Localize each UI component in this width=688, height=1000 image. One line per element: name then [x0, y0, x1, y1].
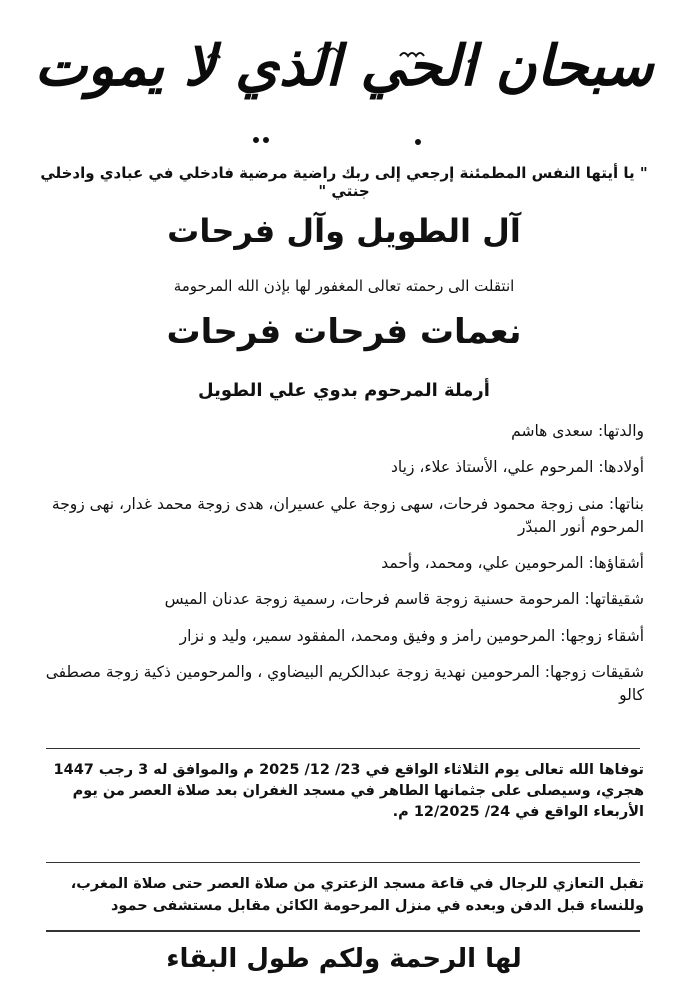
- relative-value: منى زوجة محمود فرحات، سهى زوجة علي عسيران، هدى زوجة محمد غدار، نهى زوجة المرحوم أنور المبدّر: [51, 494, 644, 536]
- widow-of: أرملة المرحوم بدوي علي الطويل: [198, 380, 490, 401]
- divider-line: [46, 930, 640, 932]
- closing-phrase: لها الرحمة ولكم طول البقاء: [166, 944, 522, 974]
- relative-row-sons: [42, 456, 644, 479]
- divider-line: [46, 748, 640, 749]
- funeral-info: توفاها الله تعالى يوم الثلاثاء الواقع في 23/ 12/ 2025 م والموافق له 3 رجب 1447 هجري، وسيصلى على جثمانها الطاهر في مسجد الغفران بعد صلاة العصر من يوم الأربعاء الواقع في 24/ 12/2025 م.: [53, 762, 644, 821]
- relative-value: المرحومين علي، ومحمد، وأحمد: [381, 554, 584, 572]
- relative-label: شقيقات زوجها:: [544, 662, 644, 681]
- condolence-info: تقبل التعازي للرجال في قاعة مسجد الزعتري من صلاة العصر حتى صلاة المغرب، وللنساء قبل الدفن وبعده في منزل المرحومة الكائن مقابل مستشفى حمود: [70, 876, 644, 914]
- relative-label: شقيقاتها:: [584, 590, 644, 609]
- relative-label: أشقاء زوجها:: [560, 626, 644, 645]
- relative-row-sisters: [42, 588, 644, 611]
- quran-verse: " يا أيتها النفس المطمئنة إرجعي إلى ربك راضية مرضية فادخلي في عبادي وادخلي جنتي ": [40, 164, 648, 200]
- relative-row-husband-sisters: [42, 661, 644, 708]
- relative-value: المرحوم علي، الأستاذ علاء، زياد: [391, 458, 594, 477]
- relative-value: سعدى هاشم: [511, 422, 593, 440]
- divider-line: [46, 862, 640, 863]
- relative-row-mother: [42, 420, 644, 443]
- relative-label: والدتها:: [597, 422, 644, 440]
- families-heading: آل الطويل وآل فرحات: [167, 212, 521, 250]
- relative-label: أولادها:: [598, 458, 644, 477]
- relative-row-brothers: [42, 552, 644, 575]
- intro-text: انتقلت الى رحمته تعالى المغفور لها بإذن الله المرحومة: [173, 277, 515, 295]
- relative-value: المرحومين نهدية زوجة عبدالكريم البيضاوي ، والمرحومين ذكية زوجة مصطفى كالو: [45, 662, 644, 704]
- relative-row-husband-brothers: [42, 625, 644, 648]
- relative-row-daughters: [42, 493, 644, 540]
- relative-value: المرحومين رامز و وفيق ومحمد، المفقود سمير، وليد و نزار: [179, 626, 556, 645]
- calligraphy-title: سبحان الحي الذي لا يموت: [34, 33, 654, 99]
- relatives-list: [42, 420, 644, 720]
- relative-value: المرحومة حسنية زوجة قاسم فرحات، رسمية زوجة عدنان الميس: [164, 590, 580, 609]
- relative-label: أشقاؤها:: [588, 554, 644, 572]
- relative-label: بناتها:: [608, 494, 644, 513]
- deceased-name: نعمات فرحات فرحات: [166, 312, 522, 352]
